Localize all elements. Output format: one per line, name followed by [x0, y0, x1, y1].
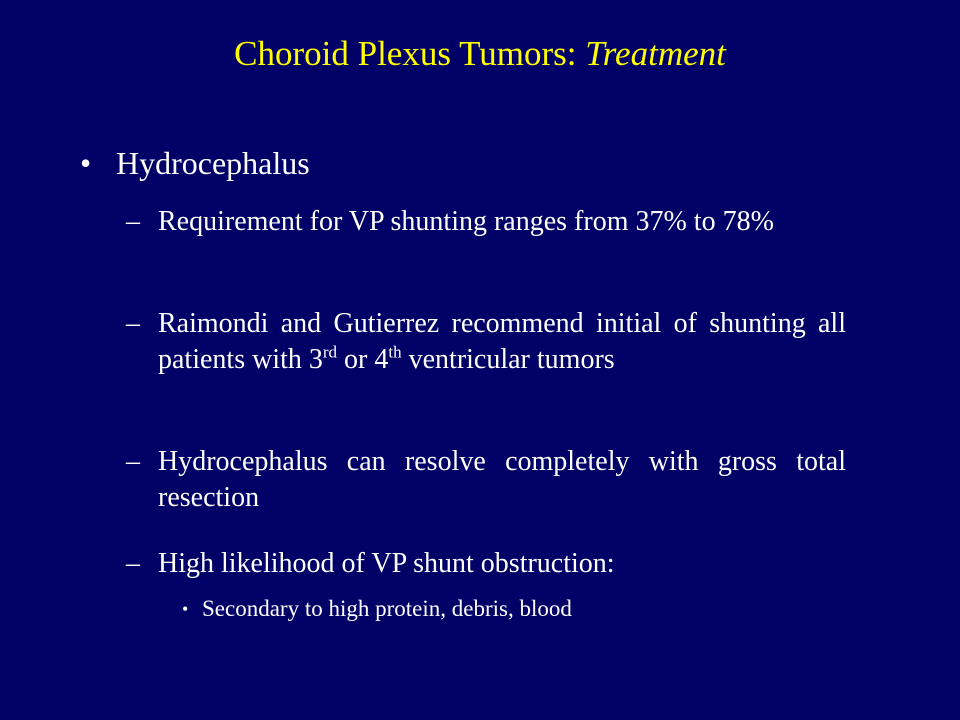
sub-bullet-text-part: or 4 — [337, 344, 389, 375]
sub-bullet-resolve — [126, 444, 846, 516]
sub-bullet-text — [158, 306, 846, 378]
slide-title — [0, 30, 960, 78]
superscript-th: th — [388, 342, 402, 362]
sub-bullet-dash: – — [126, 206, 140, 237]
sub-bullet-dash: – — [126, 308, 140, 339]
sub-bullet-raimondi — [126, 306, 846, 378]
slide-title-main: Choroid Plexus Tumors: — [234, 34, 586, 73]
bullet-text: Hydrocephalus — [116, 145, 310, 181]
superscript-rd: rd — [322, 342, 338, 362]
bullet-marker: • — [80, 145, 92, 181]
sub-bullet-obstruction — [126, 546, 846, 582]
sub-bullet-text-part: Raimondi and Gutierrez recommend initial of shunting all patients with 3 — [158, 308, 846, 375]
sub-sub-bullet-marker: • — [182, 599, 189, 619]
sub-bullet-text: Requirement for VP shunting ranges from 37% to 78% — [158, 206, 774, 237]
slide-title-italic: Treatment — [585, 34, 726, 73]
sub-bullet-vp-shunting — [126, 204, 846, 240]
sub-bullet-text: Hydrocephalus can resolve completely with gross total resection — [158, 446, 846, 513]
sub-bullet-text: High likelihood of VP shunt obstruction: — [158, 548, 615, 579]
sub-bullet-dash: – — [126, 446, 140, 477]
sub-bullet-text-part: ventricular tumors — [401, 344, 615, 375]
sub-bullet-dash: – — [126, 548, 140, 579]
sub-sub-bullet-text: Secondary to high protein, debris, blood — [202, 596, 572, 621]
